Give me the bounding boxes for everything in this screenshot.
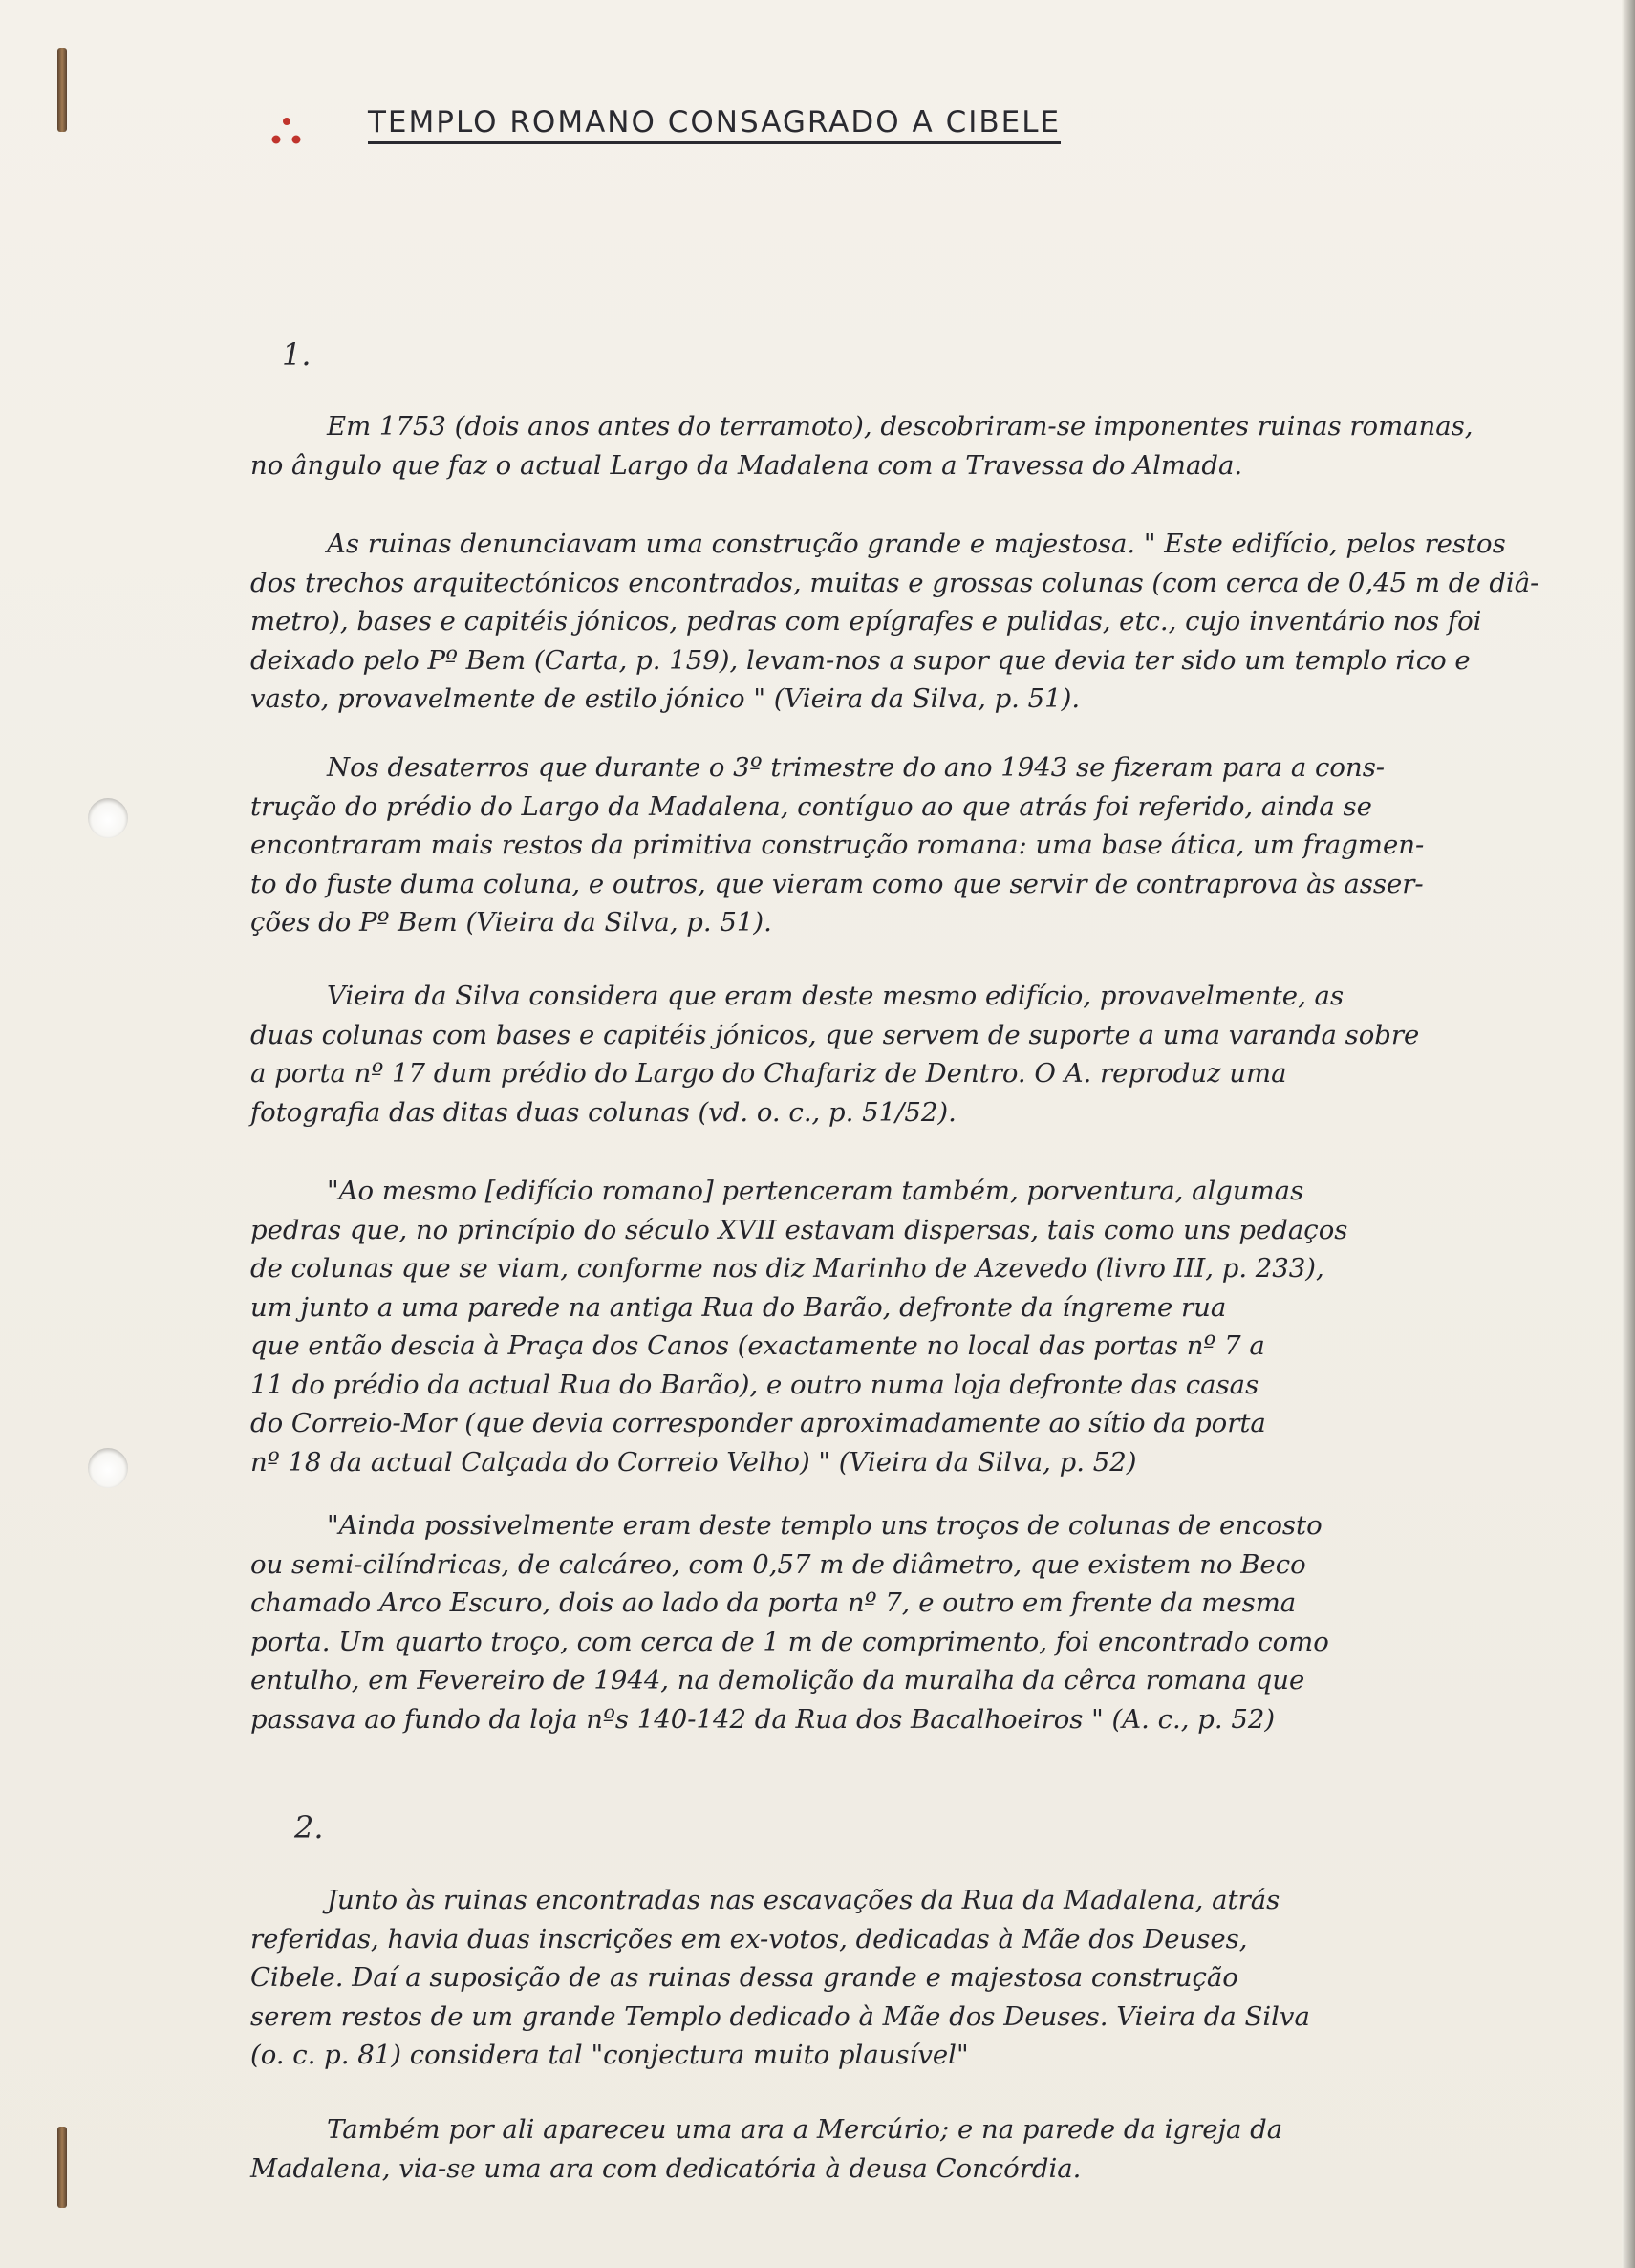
text-line: ou semi-cilíndricas, de calcáreo, com 0,57 m de diâmetro, que existem no Beco xyxy=(250,1548,1306,1580)
punch-hole-upper xyxy=(88,798,128,838)
text-line: nº 18 da actual Calçada do Correio Velho) " (Vieira da Silva, p. 52) xyxy=(250,1446,1137,1478)
text-line: metro), bases e capitéis jónicos, pedras com epígrafes e pulidas, etc., cujo inventário nos foi xyxy=(250,606,1482,637)
text-line: "Ainda possivelmente eram deste templo uns troços de colunas de encosto xyxy=(327,1510,1323,1541)
text-line: Junto às ruinas encontradas nas escavações da Rua da Madalena, atrás xyxy=(327,1885,1280,1915)
red-dots-icon xyxy=(268,113,306,151)
text-line: porta. Um quarto troço, com cerca de 1 m de comprimento, foi encontrado como xyxy=(250,1626,1329,1657)
page-edge-shadow xyxy=(1622,0,1635,2268)
quote-paragraph xyxy=(250,1172,1560,1481)
text-line: referidas, havia duas inscrições em ex-votos, dedicadas à Mãe dos Deuses, xyxy=(250,1923,1248,1955)
text-line: dos trechos arquitectónicos encontrados, muitas e grossas colunas (com cerca de 0,45 m de diâ- xyxy=(250,567,1539,598)
paragraph xyxy=(250,977,1560,1132)
staple-bottom xyxy=(57,2127,67,2208)
quote-paragraph xyxy=(250,1506,1560,1739)
text-line: a porta nº 17 dum prédio do Largo do Chafariz de Dentro. O A. reproduz uma xyxy=(250,1058,1287,1089)
text-line: 11 do prédio da actual Rua do Barão), e outro numa loja defronte das casas xyxy=(250,1369,1259,1400)
text-line: pedras que, no princípio do século XVII estavam dispersas, tais como uns pedaços xyxy=(250,1214,1348,1245)
text-line: deixado pelo Pº Bem (Carta, p. 159), levam-nos a supor que devia ter sido um templo rico e xyxy=(250,644,1471,676)
text-line: "Ao mesmo [edifício romano] pertenceram também, porventura, algumas xyxy=(327,1176,1304,1206)
text-line: entulho, em Fevereiro de 1944, na demolição da muralha da cêrca romana que xyxy=(250,1665,1305,1696)
text-line: serem restos de um grande Templo dedicado à Mãe dos Deuses. Vieira da Silva xyxy=(250,2000,1310,2032)
text-line: ções do Pº Bem (Vieira da Silva, p. 51). xyxy=(250,907,772,938)
text-line: chamado Arco Escuro, dois ao lado da porta nº 7, e outro em frente da mesma xyxy=(250,1588,1297,1618)
text-line: to do fuste duma coluna, e outros, que vieram como que servir de contraprova às asser- xyxy=(250,868,1424,899)
text-line: Nos desaterros que durante o 3º trimestre do ano 1943 se fizeram para a cons- xyxy=(327,752,1386,783)
text-line: duas colunas com bases e capitéis jónicos, que servem de suporte a uma varanda sobre xyxy=(250,1019,1420,1050)
text-line: trução do prédio do Largo da Madalena, contíguo ao que atrás foi referido, ainda se xyxy=(250,790,1372,822)
text-line: Vieira da Silva considera que eram deste mesmo edifício, provavelmente, as xyxy=(327,981,1345,1011)
text-line: um junto a uma parede na antiga Rua do Barão, defronte da íngreme rua xyxy=(250,1291,1227,1323)
text-line: vasto, provavelmente de estilo jónico " (Vieira da Silva, p. 51). xyxy=(250,683,1081,714)
punch-hole-lower xyxy=(88,1448,128,1488)
text-line: de colunas que se viam, conforme nos diz Marinho de Azevedo (livro III, p. 233), xyxy=(250,1253,1324,1284)
text-line: Cibele. Daí a suposição de as ruinas dessa grande e majestosa construção xyxy=(250,1962,1238,1993)
text-line: encontraram mais restos da primitiva construção romana: uma base ática, um fragmen- xyxy=(250,830,1425,860)
paragraph xyxy=(250,407,1560,485)
text-line: fotografia das ditas duas colunas (vd. o. c., p. 51/52). xyxy=(250,1096,957,1128)
text-line: passava ao fundo da loja nºs 140-142 da Rua dos Bacalhoeiros " (A. c., p. 52) xyxy=(250,1703,1276,1735)
text-line: Também por ali apareceu uma ara a Mercúrio; e na parede da igreja da xyxy=(327,2114,1283,2145)
text-line: que então descia à Praça dos Canos (exactamente no local das portas nº 7 a xyxy=(250,1330,1265,1361)
page-title: TEMPLO ROMANO CONSAGRADO A CIBELE xyxy=(368,105,1061,144)
text-line: do Correio-Mor (que devia corresponder aproximadamente ao sítio da porta xyxy=(250,1408,1266,1438)
paragraph xyxy=(250,748,1560,942)
text-line: As ruinas denunciavam uma construção grande e majestosa. " Este edifício, pelos restos xyxy=(327,529,1506,559)
paragraph xyxy=(250,525,1560,719)
section-number: 2. xyxy=(294,1809,324,1846)
text-line: Madalena, via-se uma ara com dedicatória à deusa Concórdia. xyxy=(250,2152,1082,2184)
text-line: (o. c. p. 81) considera tal "conjectura muito plausível" xyxy=(250,2040,969,2070)
paragraph xyxy=(250,1881,1560,2075)
staple-top xyxy=(57,48,67,132)
section-number: 1. xyxy=(282,336,312,373)
text-line: Em 1753 (dois anos antes do terramoto), descobriram-se imponentes ruinas romanas, xyxy=(327,411,1474,442)
paragraph xyxy=(250,2110,1560,2188)
text-line: no ângulo que faz o actual Largo da Madalena com a Travessa do Almada. xyxy=(250,449,1243,481)
